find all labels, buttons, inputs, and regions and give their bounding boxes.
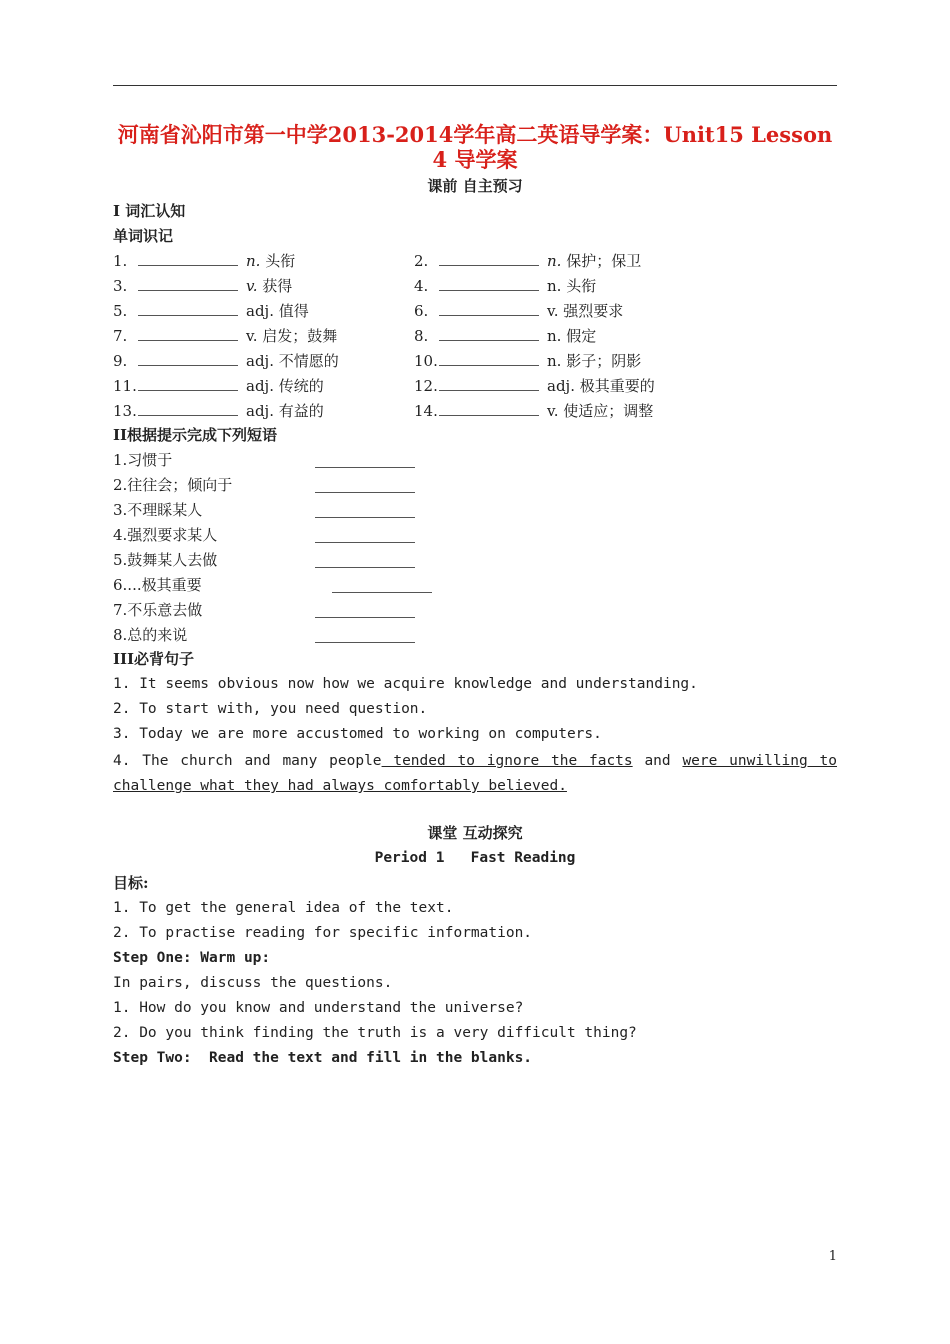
answer-blank[interactable] [138,277,238,291]
phrase-answer-blank[interactable] [315,517,415,518]
header-rule [113,85,837,86]
sentence-4-start: 4. The church and many people [113,753,382,769]
vocab-meaning: 不情愿的 [278,352,339,370]
phrase-prompt: 2.往往会；倾向于 [113,476,233,494]
part-of-speech: adj. [246,402,274,420]
sentence-3: 3. Today we are more accustomed to working on computers. [113,726,602,742]
vocab-number: 6. [414,302,429,320]
answer-blank[interactable] [439,302,539,316]
part-of-speech: n. [547,277,562,295]
answer-blank[interactable] [138,252,238,266]
vocab-number: 14. [414,402,438,420]
phrase-answer-blank[interactable] [315,642,415,643]
vocab-item [414,301,623,321]
part1-subheading: 单词识记 [113,227,174,245]
vocab-meaning: 影子；阴影 [566,352,642,370]
vocab-item [414,276,596,296]
vocab-meaning: 使适应；调整 [563,402,654,420]
question-1: 1. How do you know and understand the universe? [113,1000,524,1016]
vocab-meaning: 获得 [262,277,293,295]
vocab-meaning: 值得 [278,302,309,320]
answer-blank[interactable] [439,252,539,266]
part-of-speech: adj. [246,302,274,320]
part-of-speech: n. [547,352,562,370]
vocab-number: 7. [113,327,128,345]
part-of-speech: adj. [547,377,575,395]
phrase-prompt: 4.强烈要求某人 [113,526,218,544]
vocab-item [414,251,641,271]
sentence-1: 1. It seems obvious now how we acquire knowledge and understanding. [113,676,698,692]
phrase-prompt: 7.不乐意去做 [113,601,203,619]
vocab-number: 8. [414,327,429,345]
answer-blank[interactable] [439,277,539,291]
part-of-speech: adj. [246,377,274,395]
period-heading: Period 1 Fast Reading [374,850,576,866]
step-one-intro: In pairs, discuss the questions. [113,975,393,991]
vocab-number: 3. [113,277,128,295]
vocab-item [113,301,309,321]
part-of-speech: adj. [246,352,274,370]
phrase-prompt: 6....极其重要 [113,576,202,594]
vocab-number: 5. [113,302,128,320]
vocab-meaning: 极其重要的 [579,377,655,395]
sentence-4-and: and [632,753,683,769]
sentence-4 [113,749,837,799]
phrase-answer-blank[interactable] [315,617,415,618]
vocab-number: 9. [113,352,128,370]
phrase-prompt: 8.总的来说 [113,626,188,644]
vocab-item [414,326,596,346]
goal-1: 1. To get the general idea of the text. [113,900,454,916]
phrase-prompt: 1.习惯于 [113,451,173,469]
part-of-speech: n. [547,327,562,345]
vocab-number: 13. [113,402,137,420]
answer-blank[interactable] [138,352,238,366]
vocab-number: 10. [414,352,438,370]
part-of-speech: n. [547,252,562,270]
vocab-meaning: 假定 [566,327,597,345]
page-number: 1 [828,1249,837,1264]
vocab-number: 12. [414,377,438,395]
vocab-item [414,401,653,421]
phrase-answer-blank[interactable] [315,542,415,543]
answer-blank[interactable] [439,327,539,341]
vocab-meaning: 头衔 [566,277,597,295]
vocab-item [113,351,339,371]
question-2: 2. Do you think finding the truth is a very difficult thing? [113,1025,637,1041]
answer-blank[interactable] [439,377,539,391]
phrase-answer-blank[interactable] [315,567,415,568]
vocab-item [113,326,337,346]
vocab-meaning: 启发；鼓舞 [262,327,338,345]
sentence-2: 2. To start with, you need question. [113,701,428,717]
vocab-meaning: 强烈要求 [563,302,624,320]
vocab-meaning: 头衔 [265,252,296,270]
vocab-number: 11. [113,377,137,395]
part3-heading: III必背句子 [113,650,195,668]
answer-blank[interactable] [138,402,238,416]
phrase-prompt: 5.鼓舞某人去做 [113,551,218,569]
answer-blank[interactable] [439,402,539,416]
goals-label: 目标: [113,874,149,892]
vocab-item [113,251,295,271]
phrase-answer-blank[interactable] [315,492,415,493]
part1-heading: I 词汇认知 [113,202,186,220]
vocab-meaning: 保护；保卫 [566,252,642,270]
sentence-4-underline-2: were unwilling to challenge what they had always comfortably believed. [113,753,838,794]
phrase-prompt: 3.不理睬某人 [113,501,203,519]
goal-2: 2. To practise reading for specific information. [113,925,533,941]
vocab-item [414,376,655,396]
step-two-heading: Step Two: Read the text and fill in the blanks. [113,1050,533,1066]
section-heading-preview: 课前 自主预习 [427,177,523,195]
part2-heading: II根据提示完成下列短语 [113,426,278,444]
answer-blank[interactable] [439,352,539,366]
vocab-item [113,376,324,396]
vocab-meaning: 有益的 [278,402,324,420]
vocab-number: 4. [414,277,429,295]
answer-blank[interactable] [138,377,238,391]
answer-blank[interactable] [138,302,238,316]
part-of-speech: v. [246,277,258,295]
part-of-speech: n. [246,252,261,270]
document-title: 河南省沁阳市第一中学2013-2014学年高二英语导学案：Unit15 Lesson 4 导学案 [117,122,833,172]
part-of-speech: v. [246,327,258,345]
vocab-number: 2. [414,252,429,270]
vocab-item [113,276,292,296]
part-of-speech: v. [547,402,559,420]
phrase-answer-blank[interactable] [332,592,432,593]
part-of-speech: v. [547,302,559,320]
vocab-item [113,401,324,421]
vocab-item [414,351,641,371]
answer-blank[interactable] [138,327,238,341]
step-one-heading: Step One: Warm up: [113,950,271,966]
sentence-4-underline-1: tended to ignore the facts [381,753,633,769]
vocab-meaning: 传统的 [278,377,324,395]
phrase-answer-blank[interactable] [315,467,415,468]
section-heading-class: 课堂 互动探究 [427,824,523,842]
vocab-number: 1. [113,252,128,270]
